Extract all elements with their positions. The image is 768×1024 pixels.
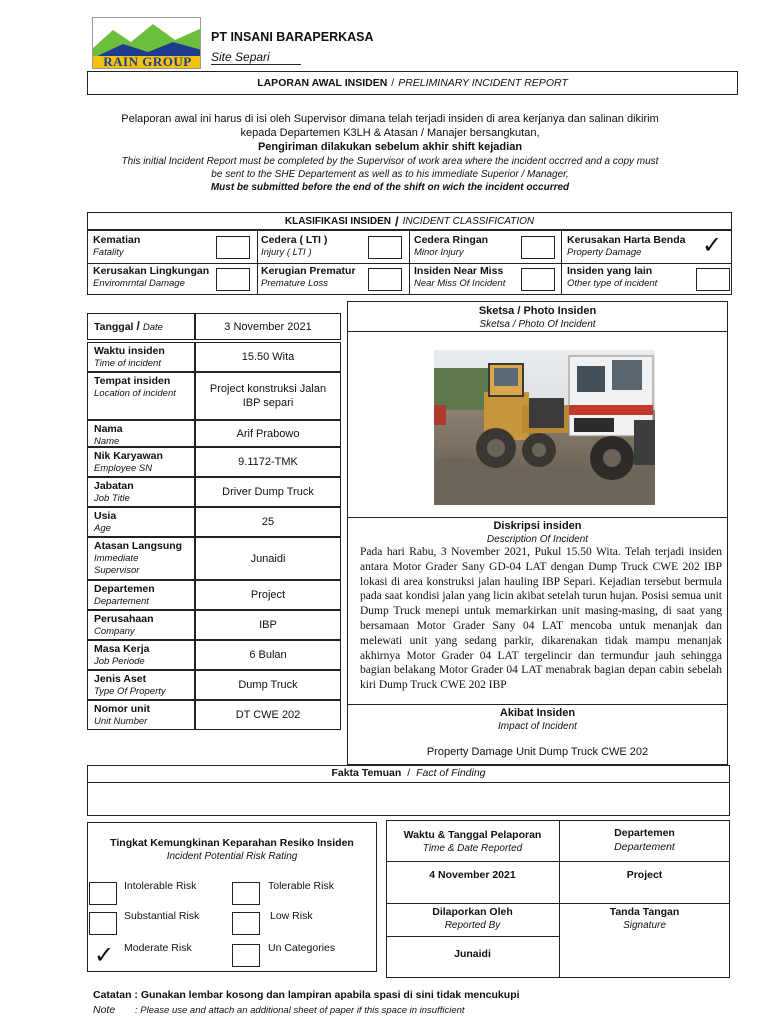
site-name: Site Separi (211, 50, 301, 65)
footer-note-en: : Please use and attach an additional sheet of paper if this space in insufficient (135, 1005, 465, 1016)
class-lti-checkbox[interactable] (368, 236, 402, 259)
risk-intolerable-label: Intolerable Risk (124, 880, 197, 892)
class-property-damage: Kerusakan Harta Benda Property Damage (567, 234, 686, 258)
report-by-divider (386, 936, 559, 937)
detail-label: Nik Karyawan (94, 450, 163, 462)
sketch-header (347, 304, 728, 331)
sketch-title: Sketsa / Photo Insiden (478, 305, 597, 317)
detail-label: Tempat insiden (94, 375, 171, 387)
detail-label: Jabatan (94, 480, 134, 492)
logo-text: RAIN GROUP (103, 54, 192, 69)
detail-label: Jenis Aset (94, 673, 147, 685)
detail-value[interactable]: Project konstruksi Jalan IBP separi (195, 372, 341, 420)
description-title: Diskripsi insiden (493, 520, 582, 532)
finding-divider (87, 782, 730, 783)
detail-label-cell (87, 447, 195, 477)
detail-sublabel-2: Supervisor (94, 565, 140, 576)
class-premature-loss: Kerugian Prematur Premature Loss (261, 265, 356, 289)
incident-photo (434, 350, 655, 505)
detail-value[interactable]: DT CWE 202 (195, 700, 341, 730)
detail-value[interactable]: 6 Bulan (195, 640, 341, 670)
detail-value[interactable]: Project (195, 580, 341, 610)
report-title-en: PRELIMINARY INCIDENT REPORT (398, 77, 568, 89)
class-minor-injury-checkbox[interactable] (521, 236, 555, 259)
detail-label: Masa Kerja (94, 643, 150, 655)
detail-label: Atasan Langsung (94, 540, 183, 552)
report-dept-value: Project (626, 869, 663, 881)
class-other-checkbox[interactable] (696, 268, 730, 291)
class-environmental-checkbox[interactable] (216, 268, 250, 291)
risk-low-checkbox[interactable] (232, 912, 260, 935)
risk-title: Tingkat Kemungkinan Keparahan Resiko Insiden (110, 837, 354, 849)
detail-sublabel: Type Of Property (94, 686, 166, 697)
intro-line-5: be sent to the SHE Departement as well as to his immediate Superior / Manager, (211, 169, 569, 180)
intro-line-1: Pelaporan awal ini harus di isi oleh Supervisor dimana telah terjadi insiden di area kerjanya dan salinan dikirim (121, 113, 659, 125)
footer-note: Catatan : Gunakan lembar kosong dan lampiran apabila spasi di sini tidak mencukupi (93, 989, 520, 1001)
risk-moderate-label: Moderate Risk (124, 942, 192, 954)
report-title-bar (87, 71, 738, 95)
company-logo (92, 17, 201, 69)
finding-header: Fakta Temuan / Fact of Finding (331, 767, 486, 779)
detail-sublabel: Time of incident (94, 358, 161, 369)
impact-header (347, 706, 728, 733)
classification-col-divider-1 (257, 230, 258, 295)
report-by-header: Dilaporkan Oleh Reported By (432, 906, 513, 931)
detail-sublabel: Age (94, 523, 111, 534)
risk-tolerable-checkbox[interactable] (232, 882, 260, 905)
detail-label: Perusahaan (94, 613, 154, 625)
description-subtitle: Description Of Incident (486, 534, 589, 545)
intro-text (60, 112, 720, 194)
class-property-damage-checkmark-icon[interactable]: ✓ (702, 231, 723, 259)
detail-label-cell (87, 313, 195, 340)
detail-label-cell (87, 610, 195, 640)
detail-label-cell (87, 640, 195, 670)
class-minor-injury: Cedera Ringan Minor Injury (414, 234, 489, 258)
report-row-divider-2 (386, 903, 730, 904)
impact-title: Akibat Insiden (499, 707, 576, 719)
impact-subtitle: Impact of Incident (498, 721, 577, 732)
sketch-subtitle: Sketsa / Photo Of Incident (479, 319, 596, 330)
impact-value: Property Damage Unit Dump Truck CWE 202 (426, 746, 649, 758)
description-divider (347, 517, 728, 518)
detail-value[interactable]: IBP (195, 610, 341, 640)
footer-note-en-label: Note (93, 1004, 116, 1016)
signature-field[interactable] (560, 936, 729, 977)
detail-value[interactable]: 3 November 2021 (195, 313, 341, 340)
report-by-value: Junaidi (454, 948, 491, 960)
report-date-header: Waktu & Tanggal Pelaporan Time & Date Reported (403, 829, 542, 854)
detail-sublabel: Employee SN (94, 463, 153, 474)
detail-label-cell (87, 477, 195, 507)
intro-line-6: Must be submitted before the end of the shift on wich the incident occurred (210, 182, 570, 193)
detail-sublabel: Name (94, 436, 120, 447)
detail-value[interactable]: Driver Dump Truck (195, 477, 341, 507)
detail-label: Waktu insiden (94, 345, 165, 357)
class-near-miss: Insiden Near Miss Near Miss Of Incident (414, 265, 506, 289)
class-fatality: Kematian Fatality (93, 234, 141, 258)
report-row-divider-1 (386, 861, 730, 862)
detail-label: Usia (94, 510, 117, 522)
detail-label-cell (87, 372, 195, 420)
class-environmental: Kerusakan Lingkungan Enviromrntal Damage (93, 265, 210, 289)
detail-value[interactable]: Junaidi (195, 537, 341, 580)
class-premature-loss-checkbox[interactable] (368, 268, 402, 291)
intro-line-4: This initial Incident Report must be completed by the Supervisor of work area where the incident occrred and a copy must (121, 156, 659, 167)
detail-label-cell (87, 420, 195, 447)
risk-moderate-checkmark-icon[interactable]: ✓ (94, 941, 115, 969)
report-title: LAPORAN AWAL INSIDEN (257, 77, 388, 89)
risk-substantial-label: Substantial Risk (124, 910, 200, 922)
report-title-sep: / (391, 77, 395, 89)
detail-label: Nama (94, 423, 123, 435)
risk-uncategories-label: Un Categories (268, 942, 336, 954)
detail-label-cell (87, 700, 195, 730)
sketch-divider (347, 331, 728, 332)
detail-label-cell (87, 580, 195, 610)
report-dept-header: Departemen Departement (614, 827, 675, 853)
detail-sublabel: Job Periode (94, 656, 145, 667)
detail-value[interactable]: 25 (195, 507, 341, 537)
detail-label: Nomor unit (94, 703, 150, 715)
detail-value[interactable]: Arif Prabowo (195, 420, 341, 447)
classification-col-divider-2 (409, 230, 410, 295)
detail-sublabel: Job Title (94, 493, 130, 504)
detail-value[interactable]: 15.50 Wita (195, 342, 341, 372)
detail-label-cell (87, 537, 195, 580)
detail-value[interactable]: 9.1172-TMK (195, 447, 341, 477)
classification-col-divider-3 (561, 230, 562, 295)
company-name: PT INSANI BARAPERKASA (211, 30, 374, 44)
report-date-value: 4 November 2021 (429, 869, 516, 881)
detail-sublabel: Date (142, 322, 163, 333)
report-sign-header: Tanda Tangan Signature (609, 906, 680, 931)
detail-label: Departemen (94, 583, 155, 595)
detail-label: Tanggal (94, 321, 134, 333)
detail-sublabel: Immediate (94, 553, 139, 564)
detail-label-cell (87, 507, 195, 537)
detail-sublabel: Company (94, 626, 135, 637)
risk-substantial-checkbox[interactable] (89, 912, 117, 935)
detail-value[interactable]: Dump Truck (195, 670, 341, 700)
intro-line-3: Pengiriman dilakukan sebelum akhir shift kejadian (257, 141, 523, 153)
class-fatality-checkbox[interactable] (216, 236, 250, 259)
detail-sublabel: Unit Number (94, 716, 148, 727)
risk-tolerable-label: Tolerable Risk (268, 880, 334, 892)
intro-line-2: kepada Departemen K3LH & Atasan / Manajer bersangkutan, (240, 127, 540, 139)
class-lti: Cedera ( LTI ) Injury ( LTI ) (261, 234, 328, 258)
detail-label-cell (87, 342, 195, 372)
incident-photo-illustration (434, 350, 655, 505)
detail-label-cell (87, 670, 195, 700)
class-near-miss-checkbox[interactable] (521, 268, 555, 291)
impact-divider (347, 704, 728, 705)
risk-low-label: Low Risk (270, 910, 313, 922)
classification-header: KLASIFIKASI INSIDEN / INCIDENT CLASSIFICATION (87, 212, 732, 230)
risk-uncategories-checkbox[interactable] (232, 944, 260, 967)
detail-sublabel: Departement (94, 596, 149, 607)
risk-header (87, 836, 377, 863)
description-header (347, 519, 728, 546)
detail-sublabel: Location of incident (94, 388, 176, 399)
class-other: Insiden yang lain Other type of incident (567, 265, 658, 289)
risk-intolerable-checkbox[interactable] (89, 882, 117, 905)
risk-subtitle: Incident Potential Risk Rating (166, 851, 298, 862)
description-text: Pada hari Rabu, 3 November 2021, Pukul 15.50 Wita. Telah terjadi insiden antara Motor Grader Sany GD-04 LAT dengan Dump Truck CWE 202 IBP lokasi di area konstruksi jalan hauling IBP Separi. Kejadian tersebut bermula pada saat kondisi jalan yang licin akibat setelah turun hujan. Posisi semua unit Dump Truck menepi untuk memarkirkan unit masing-masing, di saat yang bersamaan Motor Grader Sany 04 LAT mencoba untuk menanjak dan melewati unit yang sedang parkir, dikarenakan tidak mampu menanjak akhirnya Motor Grader 04 LAT tergelincir dan termundur jauh sehingga bagian belakang Motor Grader 04 LAT menabrak bagian depan cabin sebelah kiri Dump Truck CWE 202 IBP (360, 546, 722, 692)
detail-label-sep: / (136, 319, 140, 333)
